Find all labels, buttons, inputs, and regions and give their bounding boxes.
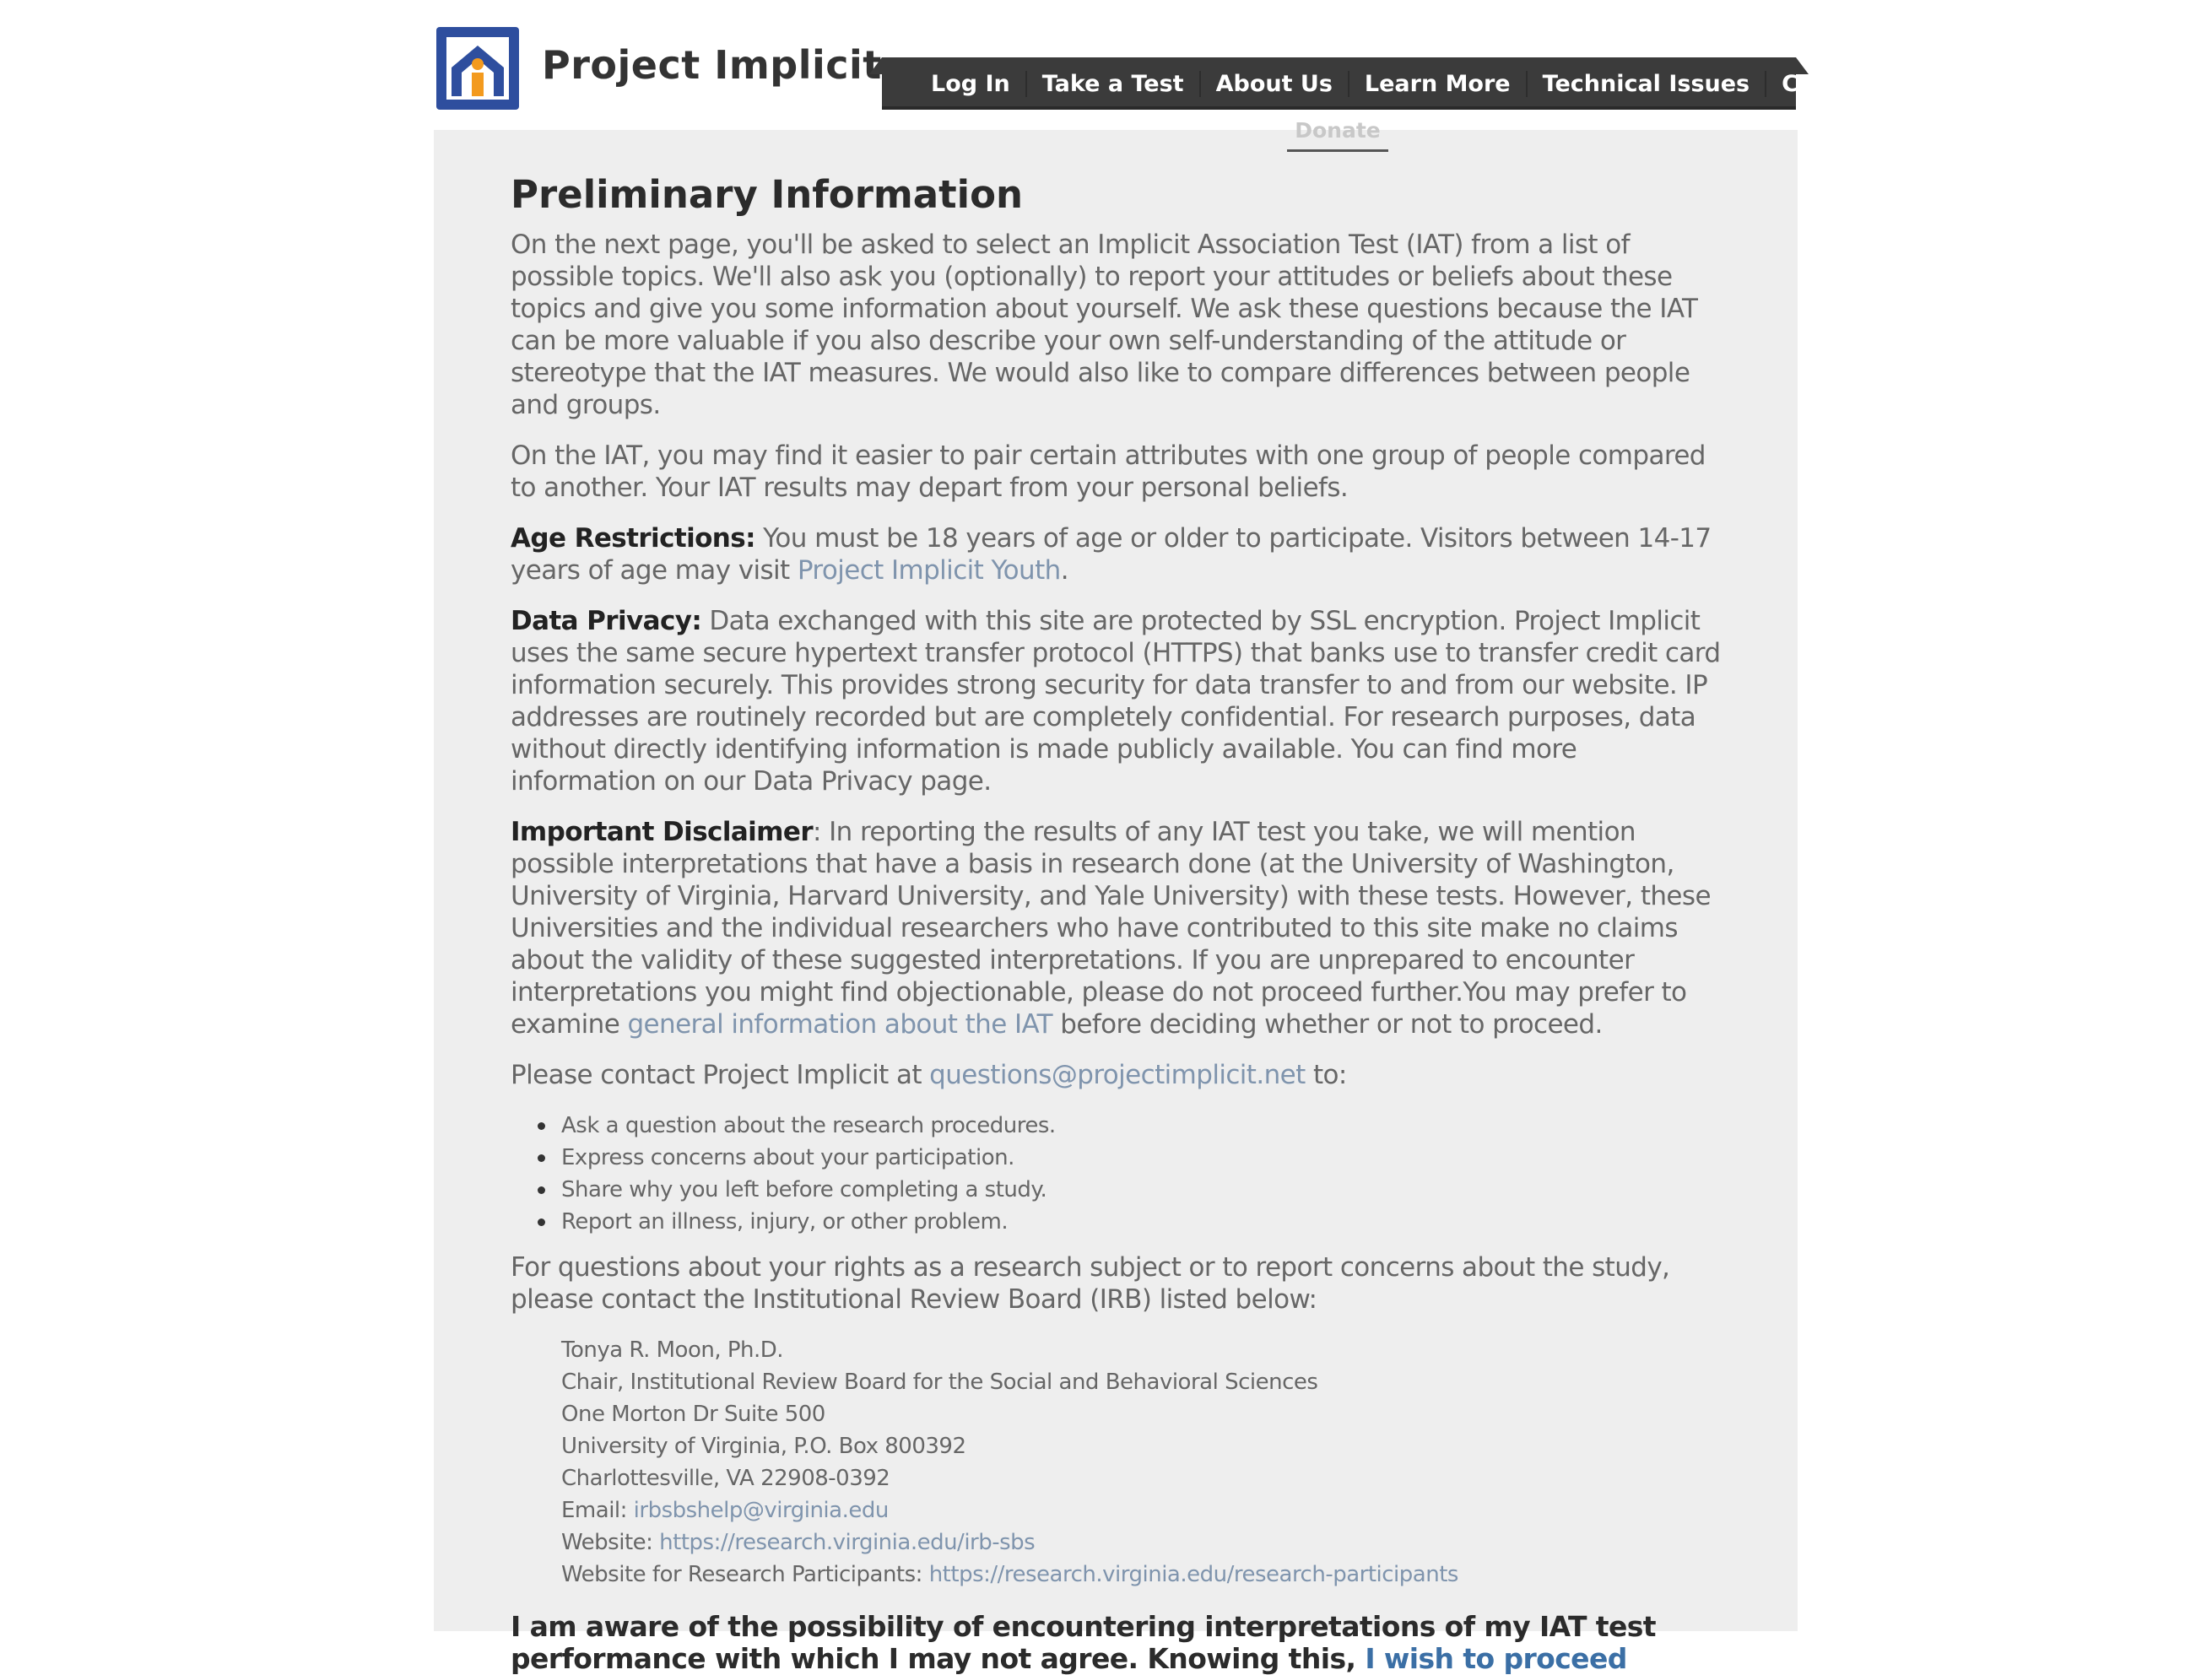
irb-website-link[interactable]: https://research.virginia.edu/irb-sbs [659, 1530, 1036, 1555]
list-item: Ask a question about the research procedures. [561, 1110, 1726, 1142]
nav-technical-issues[interactable]: Technical Issues [1526, 71, 1766, 97]
list-item: Report an illness, injury, or other problem. [561, 1206, 1726, 1238]
irb-contact-block [561, 1334, 1726, 1591]
main-nav [882, 57, 1922, 110]
donate-tab[interactable]: Donate [1287, 118, 1388, 152]
age-end: . [1060, 555, 1068, 586]
irb-city: Charlottesville, VA 22908-0392 [561, 1466, 890, 1491]
contact-reasons-list [561, 1110, 1726, 1238]
age-restrictions-paragraph [511, 522, 1726, 586]
irb-street: One Morton Dr Suite 500 [561, 1402, 825, 1427]
privacy-text: Data exchanged with this site are protected by SSL encryption. Project Implicit uses the same secure hypertext transfer protocol (HTTPS) that banks use to transfer credit card information securely. This provides strong security for data transfer to and from our website. IP addresses are routinely recorded but are completely confidential. For research purposes, data without directly identifying information is made publicly available. You can find more information on our Data Privacy page. [511, 606, 1721, 797]
nav-take-a-test[interactable]: Take a Test [1025, 71, 1199, 97]
contact-end: to: [1305, 1060, 1347, 1090]
proceed-text: I am aware of the possibility of encountering interpretations of my IAT test performance with which I may not agree. Knowing this, [511, 1610, 1656, 1675]
list-item: Express concerns about your participation. [561, 1142, 1726, 1174]
project-implicit-youth-link[interactable]: Project Implicit Youth [797, 555, 1061, 586]
age-text: You must be 18 years of age or older to participate. Visitors between 14-17 years of age may visit [511, 523, 1712, 586]
nav-contact-us[interactable]: Contact Us [1765, 71, 1936, 97]
nav-learn-more[interactable]: Learn More [1348, 71, 1526, 97]
proceed-statement [511, 1611, 1726, 1675]
contact-email-link[interactable]: questions@projectimplicit.net [929, 1060, 1306, 1090]
project-implicit-logo[interactable] [436, 27, 519, 110]
data-privacy-paragraph [511, 605, 1726, 797]
irb-website-line [561, 1526, 1726, 1559]
pairing-paragraph: On the IAT, you may find it easier to pair certain attributes with one group of people compared to another. Your IAT results may depart from your personal beliefs. [511, 440, 1706, 503]
privacy-label: Data Privacy: [511, 606, 702, 636]
disclaimer-end: before deciding whether or not to proceed. [1052, 1009, 1603, 1040]
irb-role: Chair, Institutional Review Board for the Social and Behavioral Sciences [561, 1370, 1318, 1395]
intro-paragraph: On the next page, you'll be asked to select an Implicit Association Test (IAT) from a list of possible topics. We'll also ask you (optionally) to report your attitudes or beliefs about these topics and give you some information about yourself. We ask these questions because the IAT can be more valuable if you also describe your own self-understanding of the attitude or stereotype that the IAT measures. We would also like to compare differences between people and groups. [511, 230, 1698, 420]
list-item: Share why you left before completing a study. [561, 1174, 1726, 1206]
logo-mark [446, 37, 509, 100]
brand-name[interactable]: Project Implicit [542, 42, 882, 88]
content [511, 172, 1726, 1675]
rights-paragraph: For questions about your rights as a research subject or to report concerns about the study, please contact the Institutional Review Board (IRB) listed below: [511, 1252, 1670, 1315]
logo-arrow-icon [446, 37, 509, 100]
age-label: Age Restrictions: [511, 523, 755, 554]
irb-po-box: University of Virginia, P.O. Box 800392 [561, 1434, 966, 1459]
irb-participants-line [561, 1559, 1726, 1591]
nav-log-in[interactable]: Log In [931, 70, 1010, 97]
page-title: Preliminary Information [511, 172, 1024, 217]
content-card [434, 130, 1798, 1675]
irb-website-label: Website: [561, 1530, 660, 1555]
proceed-link[interactable]: I wish to proceed [1365, 1642, 1627, 1675]
iat-general-info-link[interactable]: general information about the IAT [627, 1009, 1053, 1040]
irb-participants-link[interactable]: https://research.virginia.edu/research-participants [928, 1562, 1458, 1587]
irb-participants-label: Website for Research Participants: [561, 1562, 929, 1587]
disclaimer-paragraph [511, 816, 1726, 1040]
contact-text: Please contact Project Implicit at [511, 1060, 930, 1090]
nav-cap-left [869, 57, 882, 74]
disclaimer-text: : In reporting the results of any IAT test you take, we will mention possible interpretations that have a basis in research done (at the University of Washington, University of Virginia, Harvard University, and Yale University) with these tests. However, these Universities and the individual researchers who have contributed to this site make no claims about the validity of these suggested interpretations. If you are unprepared to encounter interpretations you might find objectionable, please do not proceed further.You may prefer to examine [511, 817, 1711, 1040]
nav-about-us[interactable]: About Us [1199, 71, 1348, 97]
irb-email-label: Email: [561, 1498, 634, 1523]
contact-paragraph [511, 1059, 1726, 1091]
disclaimer-label: Important Disclaimer [511, 817, 814, 847]
irb-email-link[interactable]: irbsbshelp@virginia.edu [633, 1498, 889, 1523]
irb-email-line [561, 1494, 1726, 1526]
irb-name: Tonya R. Moon, Ph.D. [561, 1337, 784, 1363]
